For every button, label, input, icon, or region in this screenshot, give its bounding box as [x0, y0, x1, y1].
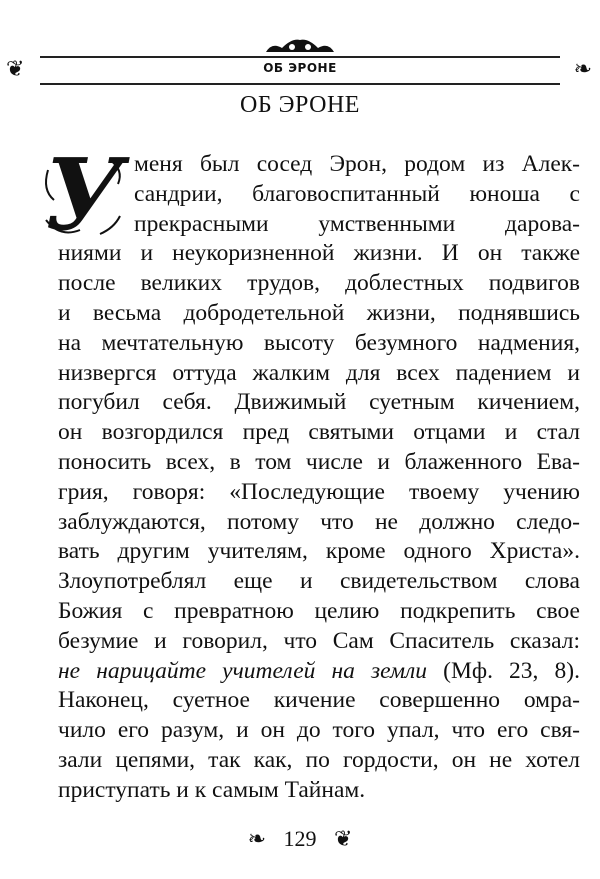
header-rule-bottom — [40, 83, 560, 85]
scripture-quote: не нарицайте учителей на земли — [58, 657, 428, 684]
text-line: вать другим учителям, кроме одного Христа». — [58, 538, 580, 565]
text-line: поносить всех, в том числе и блаженного Ева- — [58, 448, 580, 475]
text-line: Божия с превратною целию подкрепить свое — [58, 597, 580, 624]
text-line — [58, 657, 580, 687]
footer-right-fleuron-icon: ❦ — [334, 826, 353, 851]
page-footer — [0, 826, 600, 852]
footer-left-fleuron-icon: ❧ — [247, 826, 266, 851]
header-rule-top — [40, 56, 560, 58]
drop-cap-flourish-icon — [40, 150, 128, 242]
body-text — [44, 138, 580, 806]
text-line: низвергся оттуда жалким для всех падением и — [58, 359, 580, 386]
scripture-reference: (Мф. 23, 8). — [427, 657, 580, 684]
text-line: безумие и говорил, что Сам Спаситель сказал: — [58, 627, 580, 654]
text-line: он возгордился пред святыми отцами и стал — [58, 419, 580, 446]
text-line: прекрасными умственными дарова- — [134, 210, 580, 237]
header-left-fleuron-icon: ❦ — [6, 57, 25, 82]
page-number: 129 — [283, 826, 317, 851]
text-line: ниями и неукоризненной жизни. И он также — [58, 240, 580, 267]
text-line: Наконец, суетное кичение совершенно омра- — [58, 687, 580, 714]
text-line: после великих трудов, доблестных подвигов — [58, 270, 580, 297]
chapter-title: ОБ ЭРОНЕ — [240, 92, 360, 118]
drop-cap: У — [40, 150, 128, 242]
header-right-fleuron-icon: ❧ — [573, 57, 592, 82]
running-header-text: ОБ ЭРОНЕ — [263, 61, 337, 75]
text-line: Злоупотреблял еще и свидетельством слова — [58, 568, 580, 595]
text-line: зали цепями, так как, по гордости, он не хотел — [58, 746, 580, 773]
text-line: приступать и к самым Тайнам. — [58, 776, 366, 803]
text-line: погубил себя. Движимый суетным кичением, — [58, 389, 580, 416]
header-crown-ornament-icon — [262, 36, 338, 56]
text-line: на мечтательную высоту безумного надмения, — [58, 329, 580, 356]
text-line: грия, говоря: «Последующие твоему учению — [58, 478, 580, 505]
text-line: меня был сосед Эрон, родом из Алек- — [134, 151, 580, 177]
text-line: чило его разум, и он до того упал, что его свя- — [58, 717, 580, 744]
text-line: сандрии, благовоспитанный юноша с — [134, 180, 580, 207]
text-line: заблуждаются, потому что не должно следо- — [58, 508, 580, 535]
text-line: и весьма добродетельной жизни, поднявшись — [58, 299, 580, 326]
